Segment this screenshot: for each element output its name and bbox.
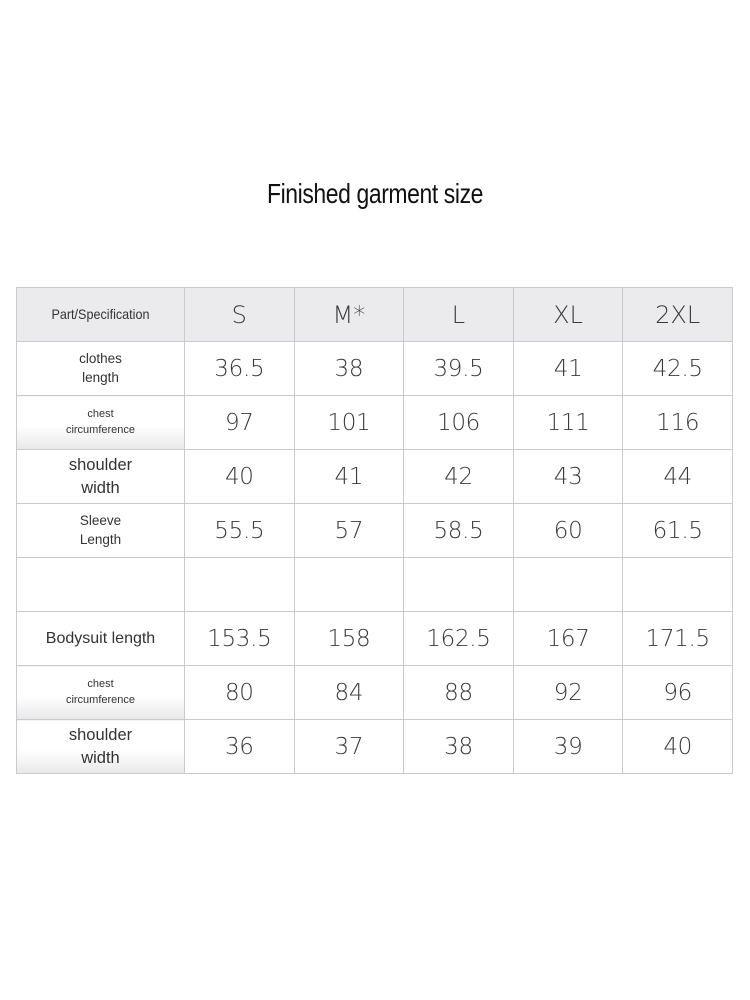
- row-label: shoulder width: [17, 450, 185, 504]
- table-row-empty: [17, 558, 733, 612]
- table-cell: 38: [404, 720, 514, 774]
- header-part-specification: Part/Specification: [17, 288, 185, 342]
- table-cell: 60: [513, 504, 623, 558]
- table-cell: 38: [294, 342, 404, 396]
- table-cell: 116: [623, 396, 733, 450]
- header-size-2xl: 2XL: [623, 288, 733, 342]
- table-cell: 57: [294, 504, 404, 558]
- table-cell: 111: [513, 396, 623, 450]
- table-cell: 41: [294, 450, 404, 504]
- table-cell: 39.5: [404, 342, 514, 396]
- table-cell: [623, 558, 733, 612]
- table-cell: 171.5: [623, 612, 733, 666]
- table-row: [17, 342, 733, 396]
- table-cell: 37: [294, 720, 404, 774]
- table-row: [17, 396, 733, 450]
- header-size-s: S: [185, 288, 295, 342]
- row-label: Bodysuit length: [17, 612, 185, 666]
- table-cell: 106: [404, 396, 514, 450]
- table-cell: 42: [404, 450, 514, 504]
- table-cell: 162.5: [404, 612, 514, 666]
- table-cell: 167: [513, 612, 623, 666]
- table-row: [17, 612, 733, 666]
- table-cell: 39: [513, 720, 623, 774]
- table-row: [17, 720, 733, 774]
- header-size-m: M*: [294, 288, 404, 342]
- row-label: shoulder width: [17, 720, 185, 774]
- table-cell: 44: [623, 450, 733, 504]
- table-cell: 43: [513, 450, 623, 504]
- table-cell: 96: [623, 666, 733, 720]
- table-cell: [513, 558, 623, 612]
- table-cell: [404, 558, 514, 612]
- row-label: chest circumference: [17, 666, 185, 720]
- table-cell: 84: [294, 666, 404, 720]
- table-cell: 58.5: [404, 504, 514, 558]
- table-cell: 97: [185, 396, 295, 450]
- table-cell: 36.5: [185, 342, 295, 396]
- page-title: Finished garment size: [267, 178, 483, 209]
- table-cell: 55.5: [185, 504, 295, 558]
- table-row: [17, 450, 733, 504]
- table-cell: 41: [513, 342, 623, 396]
- table-cell: 88: [404, 666, 514, 720]
- table-cell: 42.5: [623, 342, 733, 396]
- table-cell: 101: [294, 396, 404, 450]
- row-label: Sleeve Length: [17, 504, 185, 558]
- row-label: clothes length: [17, 342, 185, 396]
- table-row: [17, 666, 733, 720]
- table-cell: 92: [513, 666, 623, 720]
- row-label: [17, 558, 185, 612]
- size-table: [16, 287, 733, 774]
- table-cell: 40: [623, 720, 733, 774]
- header-size-l: L: [404, 288, 514, 342]
- table-cell: 153.5: [185, 612, 295, 666]
- table-header-row: [17, 288, 733, 342]
- table-cell: [185, 558, 295, 612]
- table-cell: 36: [185, 720, 295, 774]
- table-cell: 40: [185, 450, 295, 504]
- table-cell: [294, 558, 404, 612]
- table-cell: 61.5: [623, 504, 733, 558]
- row-label: chest circumference: [17, 396, 185, 450]
- table-cell: 80: [185, 666, 295, 720]
- table-row: [17, 504, 733, 558]
- header-size-xl: XL: [513, 288, 623, 342]
- table-cell: 158: [294, 612, 404, 666]
